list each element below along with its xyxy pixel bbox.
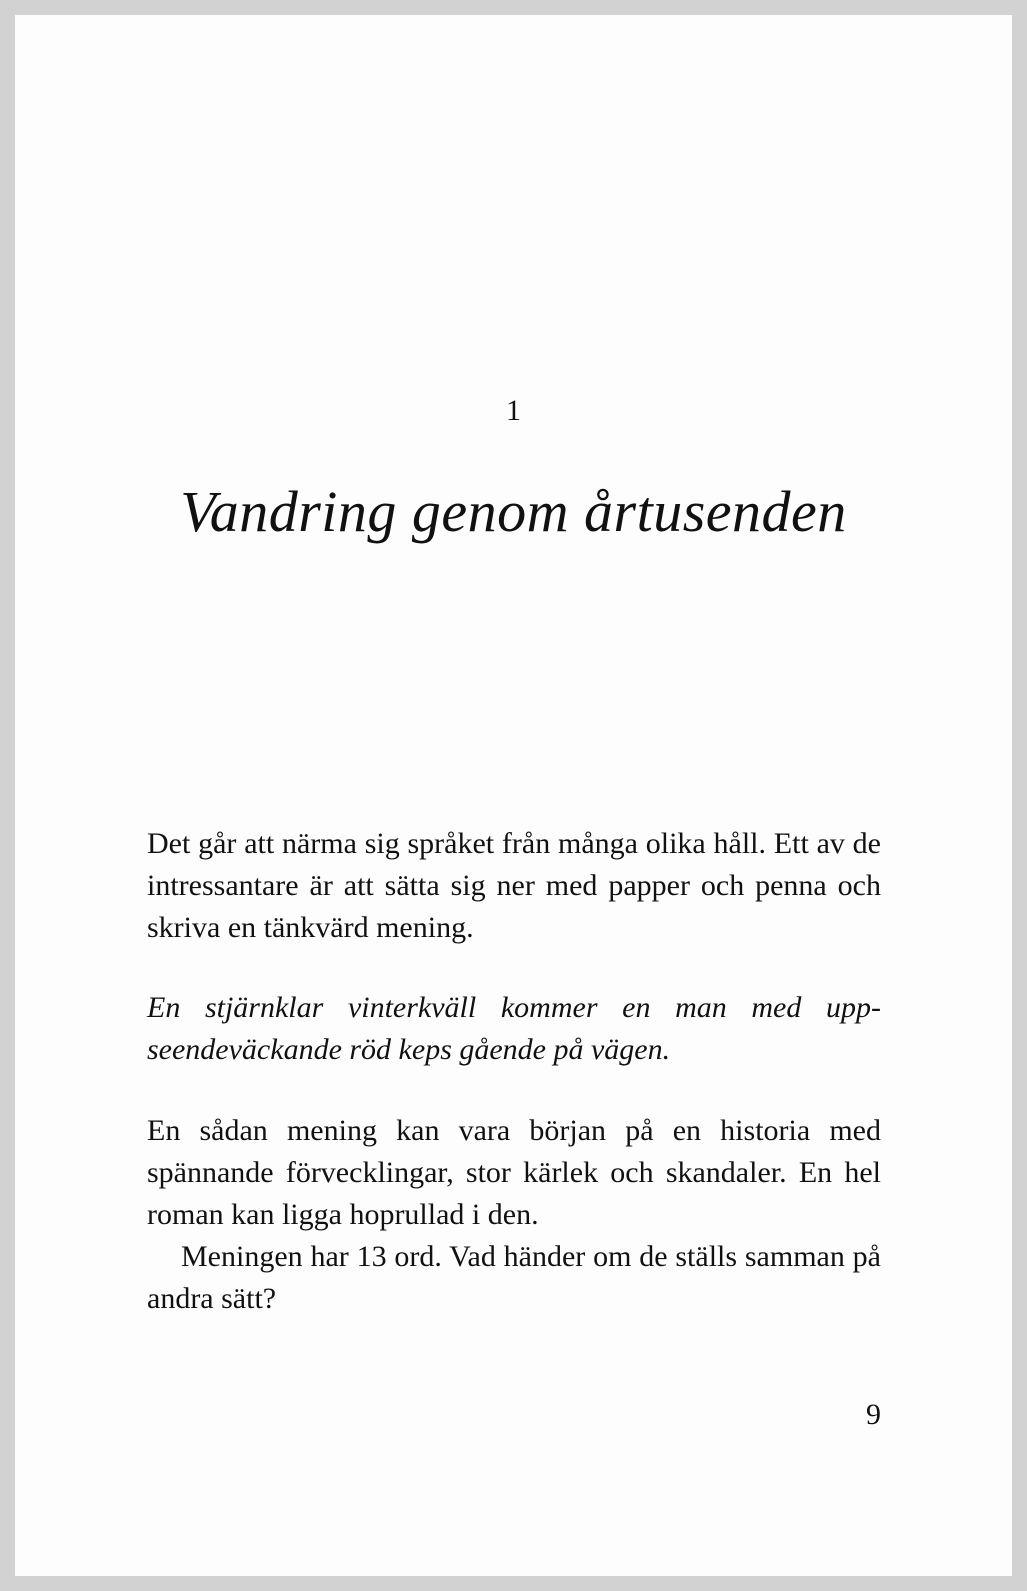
body-paragraph-2: En sådan mening kan vara början på en historia med spännande förvecklingar, stor kärlek och skandaler. En hel roman kan ligga hoprullad i den. xyxy=(147,1114,881,1231)
example-sentence: En stjärnklar vinterkväll kommer en man med uppseendeväckande röd keps gående på vägen. xyxy=(147,991,881,1066)
body-paragraph-1: Det går att närma sig språket från många olika håll. Ett av de intressantare är att sätta sig ner med papper och penna och skriva en tänkvärd mening. xyxy=(147,827,881,944)
body-paragraph-3: Meningen har 13 ord. Vad händer om de ställs samman på andra sätt? xyxy=(147,1240,881,1315)
chapter-number: 1 xyxy=(506,394,521,427)
chapter-title: Vandring genom årtusenden xyxy=(180,479,847,544)
book-page xyxy=(15,15,1012,1576)
page-number: 9 xyxy=(866,1398,881,1431)
